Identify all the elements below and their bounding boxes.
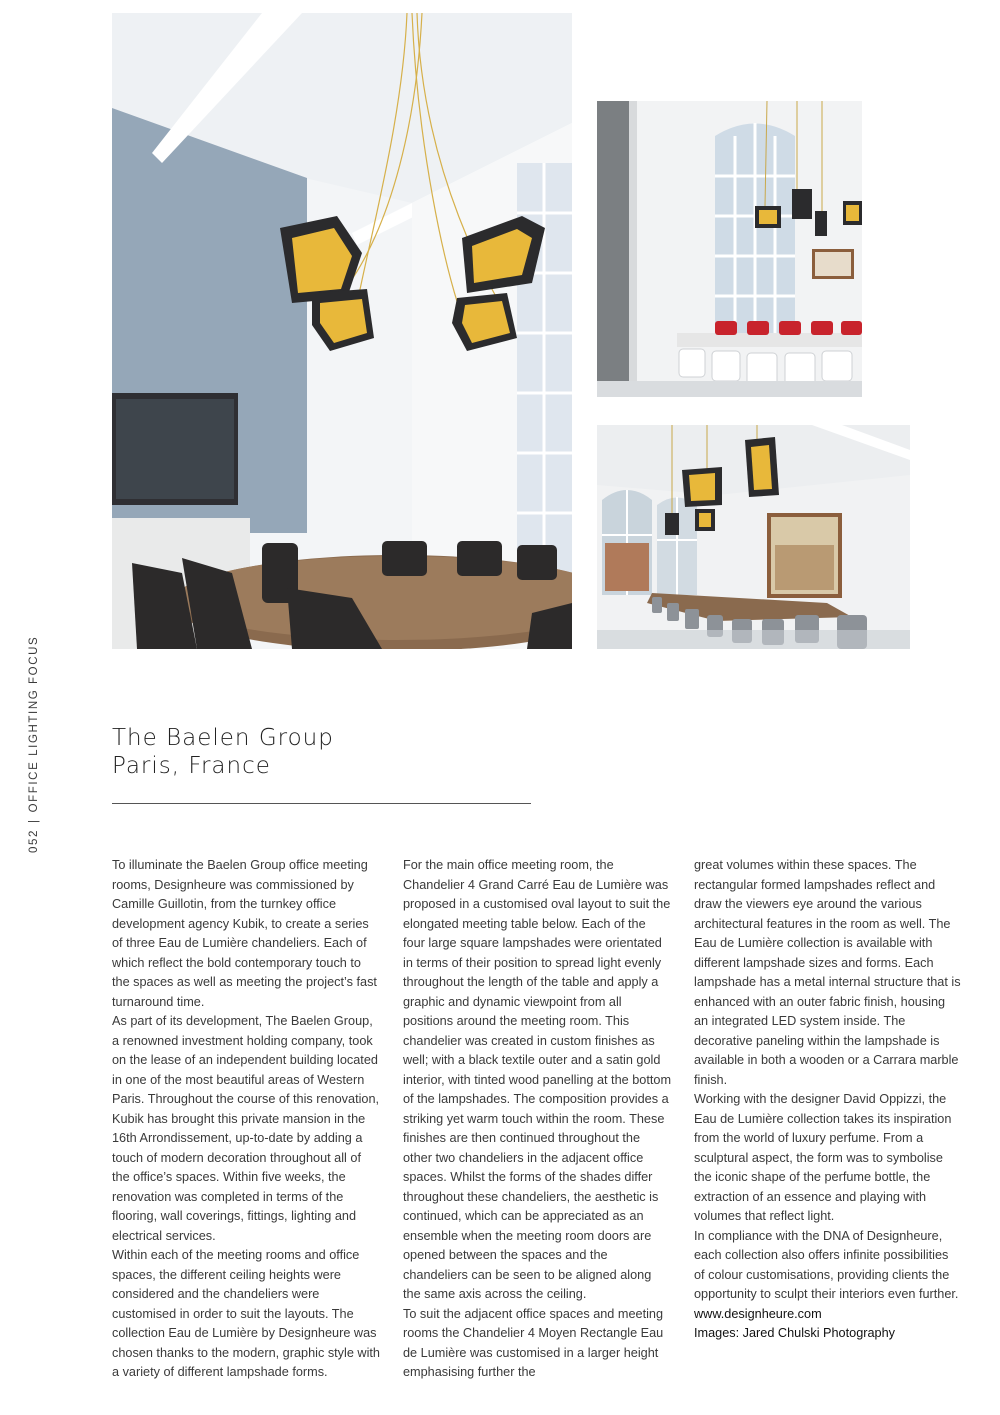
photo-credit: Images: Jared Chulski Photography xyxy=(694,1326,895,1340)
body-column-1 xyxy=(112,856,380,1383)
page-number: 052 xyxy=(28,829,40,853)
website-link[interactable]: www.designheure.com xyxy=(694,1306,822,1321)
side-label-separator: | xyxy=(28,818,40,823)
paragraph: In compliance with the DNA of Designheure, each collection also offers infinite possibilities of colour customisations, providing clients the opportunity to sculpt their interiors even further. xyxy=(694,1228,959,1301)
paragraph: Within each of the meeting rooms and office spaces, the different ceiling heights were considered and the chandeliers were customised in order to suit the layouts. The collection Eau de Lumière by Designheure was chosen thanks to the modern, graphic style with a variety of different lampshade forms. xyxy=(112,1248,380,1379)
photo-main-meeting-room xyxy=(112,13,572,649)
page-side-label xyxy=(28,636,40,853)
paragraph: Working with the designer David Oppizzi, the Eau de Lumière collection takes its inspiration from the world of luxury perfume. From a sculptural aspect, the form was to symbolise the iconic shape of the perfume bottle, the extraction of an essence and playing with volumes that reflect light. xyxy=(694,1092,952,1223)
long-table-illustration xyxy=(597,425,910,649)
title-line-2: Paris, France xyxy=(112,753,271,779)
paragraph: To illuminate the Baelen Group office meeting rooms, Designheure was commissioned by Camille Guillotin, from the turnkey office development agency Kubik, to create a series of three Eau de Lumière chandeliers. Each of which reflect the bold contemporary touch to the spaces as well as meeting the project’s fast turnaround time. xyxy=(112,858,377,1009)
photo-long-meeting-table xyxy=(597,425,910,649)
office-windows-illustration xyxy=(597,101,862,397)
section-name: OFFICE LIGHTING FOCUS xyxy=(28,635,40,813)
paragraph: As part of its development, The Baelen Group, a renowned investment holding company, took on the lease of an independent building located in one of the most beautiful areas of Western Paris. Throughout the course of this renovation, Kubik has brought this private mansion in the 16th Arrondissement, up-to-date by adding a touch of modern decoration throughout all of the office’s spaces. Within five weeks, the renovation was completed in terms of the flooring, wall coverings, fittings, lighting and electrical services. xyxy=(112,1014,380,1243)
title-divider xyxy=(112,803,531,804)
paragraph: For the main office meeting room, the Chandelier 4 Grand Carré Eau de Lumière was proposed in a customised oval layout to suit the elongated meeting table below. Each of the four large square lampshades were orientated in terms of their position to spread light evenly throughout the length of the table and apply a graphic and dynamic viewpoint from all positions around the meeting room. This chandelier was created in custom finishes as well; with a black textile outer and a satin gold interior, with tinted wood panelling at the bottom of the lampshades. The composition provides a striking yet warm touch within the room. These finishes are then continued throughout the other two chandeliers in the adjacent office spaces. Whilst the forms of the shades differ throughout these chandeliers, the aesthetic is continued, which can be appreciated as an ensemble when the meeting room doors are opened between the spaces and the chandeliers can be seen to be aligned along the same axis across the ceiling. xyxy=(403,858,672,1301)
body-column-3 xyxy=(694,856,962,1344)
title-line-1: The Baelen Group xyxy=(112,725,334,751)
paragraph: great volumes within these spaces. The rectangular formed lampshades reflect and draw the viewers eye around the various architectural features in the room as well. The Eau de Lumière collection is available with different lampshade sizes and forms. Each lampshade has a metal internal structure that is enhanced with an outer fabric finish, housing an integrated LED system inside. The decorative paneling within the lampshade is available in both a wooden or a Carrara marble finish. xyxy=(694,858,961,1087)
paragraph: To suit the adjacent office spaces and meeting rooms the Chandelier 4 Moyen Rectangle Eau de Lumière was customised in a larger height emphasising further the xyxy=(403,1306,664,1379)
photo-office-windows xyxy=(597,101,862,397)
meeting-room-illustration xyxy=(112,13,572,649)
article-title xyxy=(112,724,334,780)
body-column-2 xyxy=(403,856,671,1383)
